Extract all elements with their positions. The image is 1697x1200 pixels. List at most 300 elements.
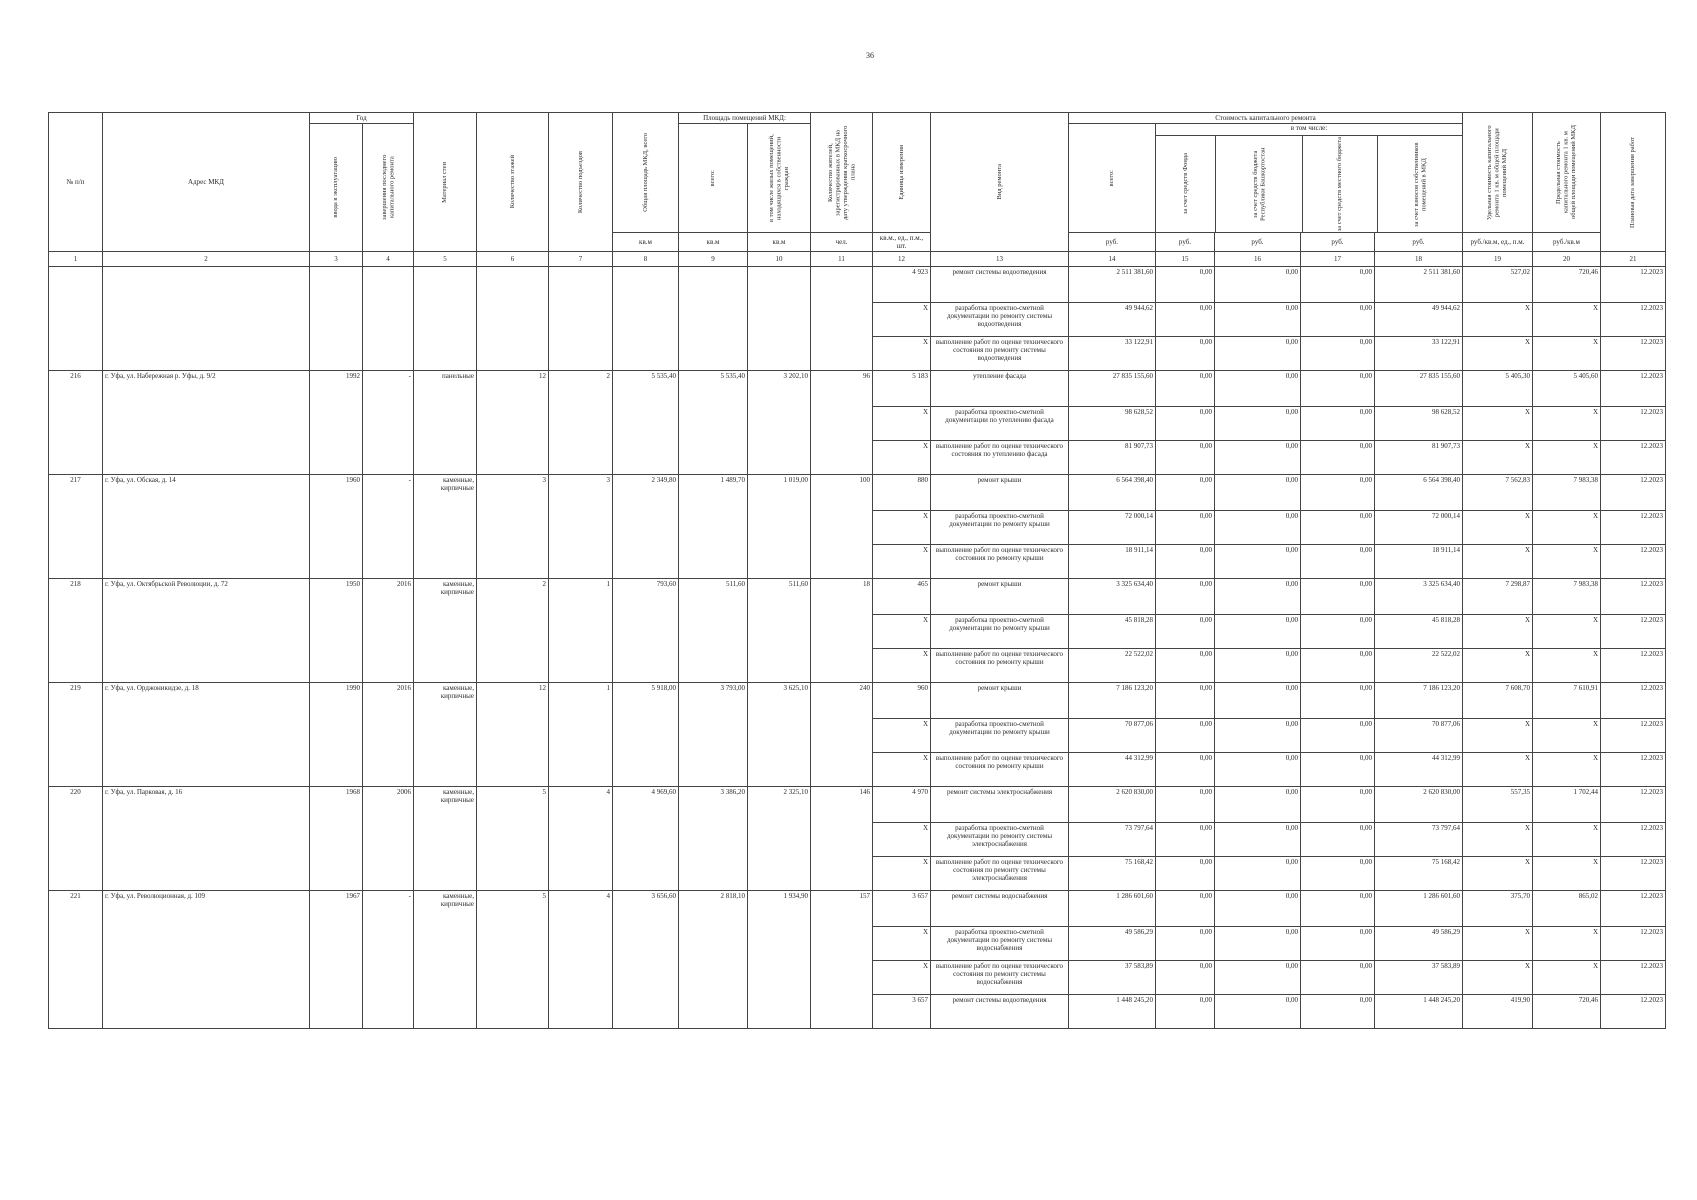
cost-local: 0,00 (1301, 683, 1375, 719)
year-last-repair (363, 267, 414, 371)
repair-type: выполнение работ по оценке технического состояния по ремонту крыши (931, 753, 1069, 787)
cost-rb: 0,00 (1215, 683, 1301, 719)
cost-owners: 98 628,52 (1375, 407, 1463, 441)
unit-people: чел. (811, 233, 873, 252)
entrances-count: 2 (549, 371, 613, 475)
header-cost-fund: за счет средств Фонда (1181, 153, 1189, 215)
repair-type: разработка проектно-сметной документации по ремонту крыши (931, 615, 1069, 649)
house-number: 219 (49, 683, 103, 787)
house-row (49, 267, 1666, 303)
cost-total: 98 628,52 (1069, 407, 1156, 441)
planned-date: 12.2023 (1601, 511, 1666, 545)
specific-cost: 527,02 (1463, 267, 1533, 303)
max-cost: 7 983,38 (1533, 579, 1601, 615)
column-number: 10 (748, 252, 811, 267)
cost-total: 73 797,64 (1069, 823, 1156, 857)
specific-cost: X (1463, 407, 1533, 441)
cost-rb: 0,00 (1215, 927, 1301, 961)
cost-local: 0,00 (1301, 545, 1375, 579)
max-cost: X (1533, 337, 1601, 371)
house-address: г. Уфа, ул. Орджоникидзе, д. 18 (103, 683, 310, 787)
column-number-row (49, 252, 1666, 267)
cost-fund: 0,00 (1156, 303, 1215, 337)
max-cost: X (1533, 719, 1601, 753)
max-cost: 5 405,60 (1533, 371, 1601, 407)
max-cost: X (1533, 441, 1601, 475)
header-cost-rb: за счет средств бюджета Республики Башкортостан (1251, 147, 1266, 221)
cost-rb: 0,00 (1215, 719, 1301, 753)
repair-type: разработка проектно-сметной документации по утеплению фасада (931, 407, 1069, 441)
page-number: 36 (866, 51, 874, 60)
owned-area: 1 019,00 (748, 475, 811, 579)
year-last-repair: 2016 (363, 579, 414, 683)
column-number: 19 (1463, 252, 1533, 267)
wall-material: каменные, кирпичные (414, 787, 477, 891)
unit-kinds: кв.м., ед., п.м., шт. (873, 233, 931, 252)
column-number: 9 (679, 252, 748, 267)
column-number: 2 (103, 252, 310, 267)
max-cost: X (1533, 407, 1601, 441)
cost-owners: 70 877,06 (1375, 719, 1463, 753)
cost-rb: 0,00 (1215, 961, 1301, 995)
cost-rb: 0,00 (1215, 615, 1301, 649)
planned-date: 12.2023 (1601, 371, 1666, 407)
cost-fund: 0,00 (1156, 337, 1215, 371)
cost-owners: 22 522,02 (1375, 649, 1463, 683)
work-unit: X (873, 511, 931, 545)
planned-date: 12.2023 (1601, 891, 1666, 927)
planned-date: 12.2023 (1601, 267, 1666, 303)
max-cost: 720,46 (1533, 267, 1601, 303)
cost-rb: 0,00 (1215, 857, 1301, 891)
cost-local: 0,00 (1301, 615, 1375, 649)
header-cost-group: Стоимость капитального ремонта (1069, 113, 1463, 124)
cost-local: 0,00 (1301, 337, 1375, 371)
planned-date: 12.2023 (1601, 545, 1666, 579)
year-built (310, 267, 363, 371)
specific-cost: X (1463, 719, 1533, 753)
entrances-count: 3 (549, 475, 613, 579)
entrances-count: 4 (549, 787, 613, 891)
work-unit: 3 657 (873, 995, 931, 1029)
work-unit: X (873, 961, 931, 995)
specific-cost: 5 405,30 (1463, 371, 1533, 407)
planned-date: 12.2023 (1601, 995, 1666, 1029)
owned-area: 511,60 (748, 579, 811, 683)
work-unit: X (873, 927, 931, 961)
cost-rb: 0,00 (1215, 267, 1301, 303)
residents-count: 100 (811, 475, 873, 579)
cost-total: 75 168,42 (1069, 857, 1156, 891)
house-number: 221 (49, 891, 103, 1029)
specific-cost: X (1463, 303, 1533, 337)
unit-sqm-total-area: кв.м (613, 233, 679, 252)
max-cost: X (1533, 927, 1601, 961)
work-unit: X (873, 337, 931, 371)
header-address: Адрес МКД (103, 113, 310, 252)
cost-owners: 1 286 601,60 (1375, 891, 1463, 927)
work-unit: X (873, 823, 931, 857)
max-cost: X (1533, 823, 1601, 857)
cost-rb: 0,00 (1215, 407, 1301, 441)
cost-owners: 49 944,62 (1375, 303, 1463, 337)
cost-owners: 7 186 123,20 (1375, 683, 1463, 719)
house-row (49, 683, 1666, 719)
column-number: 17 (1301, 252, 1375, 267)
header-year-built: ввода в эксплуатацию (332, 157, 340, 218)
specific-cost: X (1463, 337, 1533, 371)
wall-material (414, 267, 477, 371)
unit-sqm-owned: кв.м (748, 233, 811, 252)
house-row (49, 787, 1666, 823)
cost-total: 45 818,28 (1069, 615, 1156, 649)
specific-cost: X (1463, 441, 1533, 475)
year-built: 1990 (310, 683, 363, 787)
cost-fund: 0,00 (1156, 857, 1215, 891)
header-premises-owned: в том числе жилых помещений, находящихся в собственности граждан (767, 134, 790, 222)
repair-type: выполнение работ по оценке технического состояния по ремонту системы водоотведения (931, 337, 1069, 371)
owned-area: 1 934,90 (748, 891, 811, 1029)
header-year-last-repair: завершения последнего капитального ремонта (380, 154, 395, 221)
cost-local: 0,00 (1301, 719, 1375, 753)
residents-count (811, 267, 873, 371)
floors-count: 12 (477, 683, 549, 787)
planned-date: 12.2023 (1601, 441, 1666, 475)
cost-fund: 0,00 (1156, 719, 1215, 753)
total-area: 2 349,80 (613, 475, 679, 579)
house-row (49, 891, 1666, 927)
entrances-count (549, 267, 613, 371)
cost-owners: 75 168,42 (1375, 857, 1463, 891)
cost-owners: 45 818,28 (1375, 615, 1463, 649)
floors-count: 5 (477, 891, 549, 1029)
column-number: 15 (1156, 252, 1215, 267)
cost-fund: 0,00 (1156, 787, 1215, 823)
owned-area: 2 325,10 (748, 787, 811, 891)
unit-rub-fund: руб. (1156, 233, 1215, 252)
repair-type: ремонт крыши (931, 475, 1069, 511)
cost-fund: 0,00 (1156, 371, 1215, 407)
cost-fund: 0,00 (1156, 823, 1215, 857)
max-cost: 7 610,91 (1533, 683, 1601, 719)
planned-date: 12.2023 (1601, 579, 1666, 615)
cost-total: 33 122,91 (1069, 337, 1156, 371)
unit-rub-sqm: руб./кв.м (1533, 233, 1601, 252)
planned-date: 12.2023 (1601, 337, 1666, 371)
work-unit: X (873, 649, 931, 683)
cost-local: 0,00 (1301, 267, 1375, 303)
premises-area: 511,60 (679, 579, 748, 683)
work-unit: X (873, 441, 931, 475)
unit-sqm-premises: кв.м (679, 233, 748, 252)
work-unit: 960 (873, 683, 931, 719)
column-number: 8 (613, 252, 679, 267)
entrances-count: 4 (549, 891, 613, 1029)
cost-owners: 2 620 830,00 (1375, 787, 1463, 823)
repair-type: разработка проектно-сметной документации по ремонту крыши (931, 511, 1069, 545)
column-number: 14 (1069, 252, 1156, 267)
work-unit: 880 (873, 475, 931, 511)
repair-type: выполнение работ по оценке технического состояния по утеплению фасада (931, 441, 1069, 475)
entrances-count: 1 (549, 579, 613, 683)
max-cost: X (1533, 545, 1601, 579)
year-last-repair: - (363, 371, 414, 475)
cost-fund: 0,00 (1156, 649, 1215, 683)
cost-owners: 3 325 634,40 (1375, 579, 1463, 615)
repair-type: ремонт крыши (931, 683, 1069, 719)
work-unit: X (873, 545, 931, 579)
header-premises-group: Площадь помещений МКД: (679, 113, 811, 124)
cost-local: 0,00 (1301, 649, 1375, 683)
owned-area (748, 267, 811, 371)
specific-cost: X (1463, 753, 1533, 787)
max-cost: X (1533, 753, 1601, 787)
cost-owners: 44 312,99 (1375, 753, 1463, 787)
wall-material: каменные, кирпичные (414, 579, 477, 683)
max-cost: 1 702,44 (1533, 787, 1601, 823)
year-last-repair: - (363, 475, 414, 579)
specific-cost: 375,70 (1463, 891, 1533, 927)
cost-owners: 1 448 245,20 (1375, 995, 1463, 1029)
cost-owners: 72 000,14 (1375, 511, 1463, 545)
residents-count: 240 (811, 683, 873, 787)
cost-owners: 2 511 381,60 (1375, 267, 1463, 303)
unit-rub-local: руб. (1301, 233, 1375, 252)
cost-owners: 18 911,14 (1375, 545, 1463, 579)
cost-fund: 0,00 (1156, 615, 1215, 649)
repair-type: ремонт системы водоснабжения (931, 891, 1069, 927)
cost-local: 0,00 (1301, 961, 1375, 995)
unit-rub-rb: руб. (1215, 233, 1301, 252)
planned-date: 12.2023 (1601, 823, 1666, 857)
repair-type: разработка проектно-сметной документации по ремонту системы электроснабжения (931, 823, 1069, 857)
premises-area: 3 793,00 (679, 683, 748, 787)
floors-count: 3 (477, 475, 549, 579)
cost-fund: 0,00 (1156, 891, 1215, 927)
work-unit: X (873, 857, 931, 891)
column-number: 4 (363, 252, 414, 267)
max-cost: X (1533, 511, 1601, 545)
house-address: г. Уфа, ул. Революционная, д. 109 (103, 891, 310, 1029)
cost-local: 0,00 (1301, 927, 1375, 961)
cost-local: 0,00 (1301, 371, 1375, 407)
planned-date: 12.2023 (1601, 927, 1666, 961)
cost-fund: 0,00 (1156, 961, 1215, 995)
header-repair-type: Вид ремонта (995, 164, 1003, 200)
header-floors: Количество этажей (508, 155, 516, 209)
cost-rb: 0,00 (1215, 891, 1301, 927)
column-number: 3 (310, 252, 363, 267)
cost-total: 22 522,02 (1069, 649, 1156, 683)
premises-area: 5 535,40 (679, 371, 748, 475)
cost-fund: 0,00 (1156, 475, 1215, 511)
planned-date: 12.2023 (1601, 719, 1666, 753)
premises-area: 2 818,10 (679, 891, 748, 1029)
header-unit: Единица измерения (897, 145, 905, 200)
cost-total: 49 586,29 (1069, 927, 1156, 961)
cost-rb: 0,00 (1215, 753, 1301, 787)
cost-total: 37 583,89 (1069, 961, 1156, 995)
repair-type: выполнение работ по оценке технического состояния по ремонту системы электроснабжения (931, 857, 1069, 891)
cost-total: 70 877,06 (1069, 719, 1156, 753)
cost-local: 0,00 (1301, 823, 1375, 857)
floors-count (477, 267, 549, 371)
wall-material: каменные, кирпичные (414, 475, 477, 579)
house-row (49, 579, 1666, 615)
cost-owners: 37 583,89 (1375, 961, 1463, 995)
cost-fund: 0,00 (1156, 927, 1215, 961)
cost-fund: 0,00 (1156, 683, 1215, 719)
column-number: 20 (1533, 252, 1601, 267)
cost-owners: 6 564 398,40 (1375, 475, 1463, 511)
planned-date: 12.2023 (1601, 475, 1666, 511)
cost-total: 6 564 398,40 (1069, 475, 1156, 511)
header-cost-incl: в том числе: (1156, 124, 1462, 136)
column-number: 1 (49, 252, 103, 267)
repair-type: разработка проектно-сметной документации по ремонту крыши (931, 719, 1069, 753)
cost-local: 0,00 (1301, 441, 1375, 475)
residents-count: 96 (811, 371, 873, 475)
specific-cost: 557,35 (1463, 787, 1533, 823)
specific-cost: 7 562,83 (1463, 475, 1533, 511)
house-number (49, 267, 103, 371)
column-number: 6 (477, 252, 549, 267)
repair-type: выполнение работ по оценке технического состояния по ремонту крыши (931, 545, 1069, 579)
wall-material: каменные, кирпичные (414, 683, 477, 787)
cost-fund: 0,00 (1156, 579, 1215, 615)
cost-total: 1 286 601,60 (1069, 891, 1156, 927)
specific-cost: X (1463, 649, 1533, 683)
cost-fund: 0,00 (1156, 511, 1215, 545)
floors-count: 12 (477, 371, 549, 475)
total-area: 5 918,00 (613, 683, 679, 787)
specific-cost: X (1463, 961, 1533, 995)
cost-local: 0,00 (1301, 475, 1375, 511)
max-cost: X (1533, 615, 1601, 649)
cost-local: 0,00 (1301, 787, 1375, 823)
cost-rb: 0,00 (1215, 787, 1301, 823)
cost-rb: 0,00 (1215, 441, 1301, 475)
residents-count: 146 (811, 787, 873, 891)
house-address: г. Уфа, ул. Парковая, д. 16 (103, 787, 310, 891)
repair-type: ремонт системы электроснабжения (931, 787, 1069, 823)
column-number: 12 (873, 252, 931, 267)
max-cost: 7 983,38 (1533, 475, 1601, 511)
specific-cost: X (1463, 823, 1533, 857)
cost-owners: 73 797,64 (1375, 823, 1463, 857)
cost-total: 2 511 381,60 (1069, 267, 1156, 303)
max-cost: X (1533, 649, 1601, 683)
header-cost-owners: за счет взносов собственников помещений в МКД (1412, 141, 1427, 227)
cost-rb: 0,00 (1215, 337, 1301, 371)
owned-area: 3 202,10 (748, 371, 811, 475)
cost-rb: 0,00 (1215, 475, 1301, 511)
repair-type: ремонт системы водоотведения (931, 267, 1069, 303)
cost-total: 1 448 245,20 (1069, 995, 1156, 1029)
cost-local: 0,00 (1301, 303, 1375, 337)
year-last-repair: - (363, 891, 414, 1029)
cost-fund: 0,00 (1156, 441, 1215, 475)
specific-cost: X (1463, 857, 1533, 891)
repair-type: выполнение работ по оценке технического состояния по ремонту системы водоснабжения (931, 961, 1069, 995)
specific-cost: X (1463, 927, 1533, 961)
cost-owners: 81 907,73 (1375, 441, 1463, 475)
header-year-group: Год (310, 113, 414, 124)
header-cost-total: всего: (1108, 169, 1116, 187)
floors-count: 2 (477, 579, 549, 683)
work-unit: X (873, 753, 931, 787)
owned-area: 3 625,10 (748, 683, 811, 787)
specific-cost: X (1463, 545, 1533, 579)
wall-material: панельные (414, 371, 477, 475)
cost-local: 0,00 (1301, 511, 1375, 545)
work-unit: X (873, 303, 931, 337)
work-unit: X (873, 615, 931, 649)
residents-count: 157 (811, 891, 873, 1029)
repair-type: выполнение работ по оценке технического состояния по ремонту крыши (931, 649, 1069, 683)
column-number: 5 (414, 252, 477, 267)
premises-area: 3 386,20 (679, 787, 748, 891)
cost-total: 81 907,73 (1069, 441, 1156, 475)
cost-total: 2 620 830,00 (1069, 787, 1156, 823)
cost-fund: 0,00 (1156, 267, 1215, 303)
cost-fund: 0,00 (1156, 545, 1215, 579)
residents-count: 18 (811, 579, 873, 683)
wall-material: каменные, кирпичные (414, 891, 477, 1029)
planned-date: 12.2023 (1601, 649, 1666, 683)
header-max-cost: Предельная стоимость капитального ремонта 1 кв. м общей площади помещений МКД (1555, 125, 1578, 220)
capital-repair-register-table (48, 112, 1666, 1029)
work-unit: 3 657 (873, 891, 931, 927)
total-area: 793,60 (613, 579, 679, 683)
cost-rb: 0,00 (1215, 579, 1301, 615)
cost-local: 0,00 (1301, 995, 1375, 1029)
planned-date: 12.2023 (1601, 787, 1666, 823)
column-number: 13 (931, 252, 1069, 267)
house-address (103, 267, 310, 371)
specific-cost: 7 298,87 (1463, 579, 1533, 615)
cost-rb: 0,00 (1215, 995, 1301, 1029)
specific-cost: X (1463, 511, 1533, 545)
header-total-area: Общая площадь МКД, всего (641, 133, 649, 212)
cost-rb: 0,00 (1215, 823, 1301, 857)
repair-type: разработка проектно-сметной документации по ремонту системы водоотведения (931, 303, 1069, 337)
cost-rb: 0,00 (1215, 649, 1301, 683)
max-cost: 720,46 (1533, 995, 1601, 1029)
max-cost: X (1533, 857, 1601, 891)
premises-area (679, 267, 748, 371)
house-number: 216 (49, 371, 103, 475)
repair-type: утепление фасада (931, 371, 1069, 407)
house-row (49, 371, 1666, 407)
work-unit: X (873, 407, 931, 441)
header-specific-cost: Удельная стоимость капитального ремонта 1 кв. м общей площади помещений МКД (1486, 125, 1509, 220)
entrances-count: 1 (549, 683, 613, 787)
cost-owners: 49 586,29 (1375, 927, 1463, 961)
cost-total: 49 944,62 (1069, 303, 1156, 337)
year-built: 1967 (310, 891, 363, 1029)
year-built: 1992 (310, 371, 363, 475)
column-number: 7 (549, 252, 613, 267)
year-built: 1950 (310, 579, 363, 683)
work-unit: X (873, 719, 931, 753)
cost-local: 0,00 (1301, 579, 1375, 615)
house-number: 217 (49, 475, 103, 579)
cost-fund: 0,00 (1156, 995, 1215, 1029)
repair-type: ремонт крыши (931, 579, 1069, 615)
specific-cost: 7 608,70 (1463, 683, 1533, 719)
year-last-repair: 2006 (363, 787, 414, 891)
